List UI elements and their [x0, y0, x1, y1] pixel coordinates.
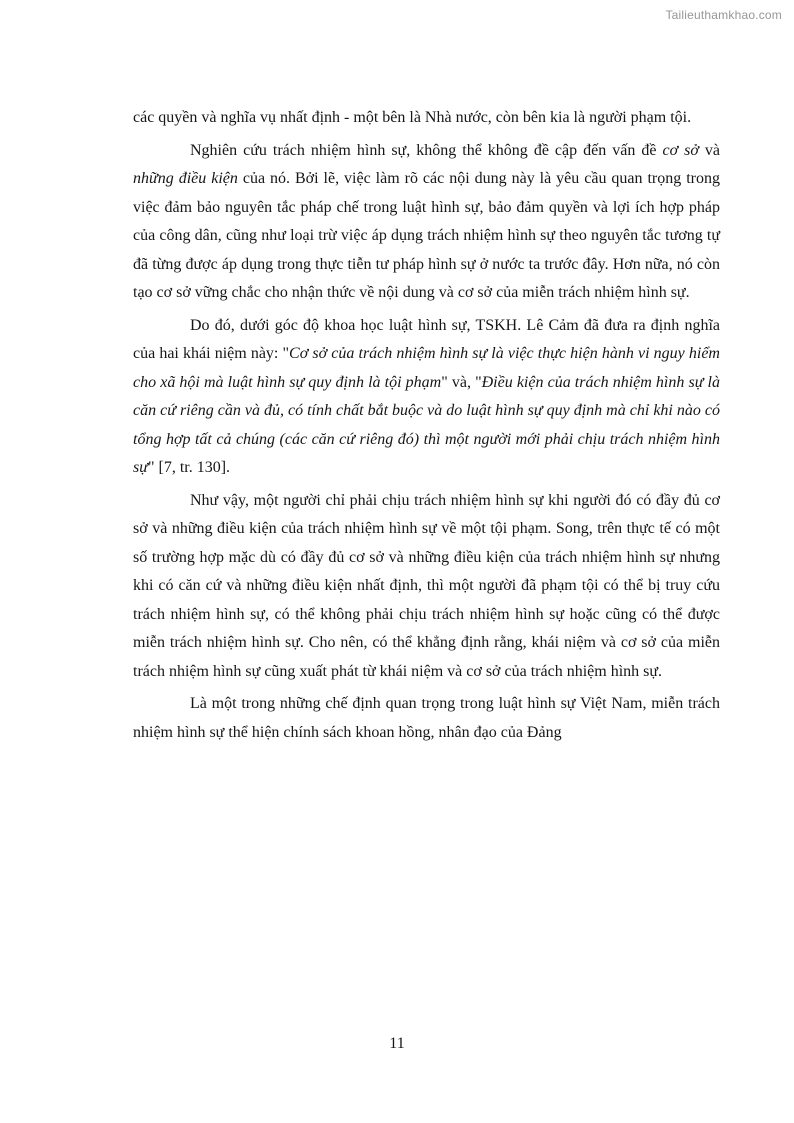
- paragraph: [133, 137, 720, 308]
- watermark: Tailieuthamkhao.com: [665, 8, 782, 22]
- paragraph: [133, 312, 720, 483]
- document-body: [133, 104, 720, 747]
- text-segment-italic: những điều kiện: [133, 170, 238, 187]
- text-segment-citation: " [7, tr. 130].: [147, 459, 231, 476]
- paragraph: Như vậy, một người chỉ phải chịu trách nhiệm hình sự khi người đó có đầy đủ cơ sở và những điều kiện của trách nhiệm hình sự về một tội phạm. Song, trên thực tế có một số trường hợp mặc dù có đầy đủ cơ sở và những điều kiện của trách nhiệm hình sự nhưng khi có căn cứ và những điều kiện nhất định, thì một người đã phạm tội có thể bị truy cứu trách nhiệm hình sự, có thể không phải chịu trách nhiệm hình sự hoặc cũng có thể được miễn trách nhiệm hình sự. Cho nên, có thể khẳng định rằng, khái niệm và cơ sở của miễn trách nhiệm hình sự cũng xuất phát từ khái niệm và cơ sở của trách nhiệm hình sự.: [133, 491, 720, 680]
- paragraph-continuation: các quyền và nghĩa vụ nhất định - một bên là Nhà nước, còn bên kia là người phạm tội.: [133, 109, 692, 126]
- text-segment: " và, ": [441, 373, 482, 391]
- text-segment: và: [698, 141, 721, 159]
- text-segment: Nghiên cứu trách nhiệm hình sự, không thể không đề cập đến vấn đề: [190, 141, 663, 159]
- text-segment-italic: cơ sở: [662, 141, 699, 159]
- text-segment: Do đó, dưới góc độ khoa học luật hình sự, TSKH. Lê Cảm đã đưa ra định nghĩa của hai khái niệm này: ": [133, 316, 720, 362]
- text-segment: của nó. Bởi lẽ, việc làm rõ các nội dung này là yêu cầu quan trọng trong việc đảm bảo nguyên tắc pháp chế trong luật hình sự, bảo đảm quyền và lợi ích hợp pháp của công dân, cũng như loại trừ việc áp dụng trách nhiệm hình sự theo nguyên tắc tương tự đã từng được áp dụng trong thực tiễn tư pháp hình sự ở nước ta trước đây. Hơn nữa, nó còn tạo cơ sở vững chắc cho nhận thức về nội dung và cơ sở của miễn trách nhiệm hình sự.: [133, 170, 721, 301]
- text-segment-italic-quote: Cơ sở của trách nhiệm hình sự là việc thực hiện hành vi nguy hiểm cho xã hội mà luật hình sự quy định là tội phạm: [133, 345, 720, 391]
- text-segment-italic-quote: Điều kiện của trách nhiệm hình sự là căn cứ riêng cần và đủ, có tính chất bắt buộc và do luật hình sự quy định mà chỉ khi nào có tổng hợp tất cả chúng (các căn cứ riêng đó) thì một người mới phải chịu trách nhiệm hình sự: [133, 373, 720, 476]
- page-number: 11: [389, 1035, 405, 1052]
- paragraph: Là một trong những chế định quan trọng trong luật hình sự Việt Nam, miễn trách nhiệm hình sự thể hiện chính sách khoan hồng, nhân đạo của Đảng: [133, 695, 720, 741]
